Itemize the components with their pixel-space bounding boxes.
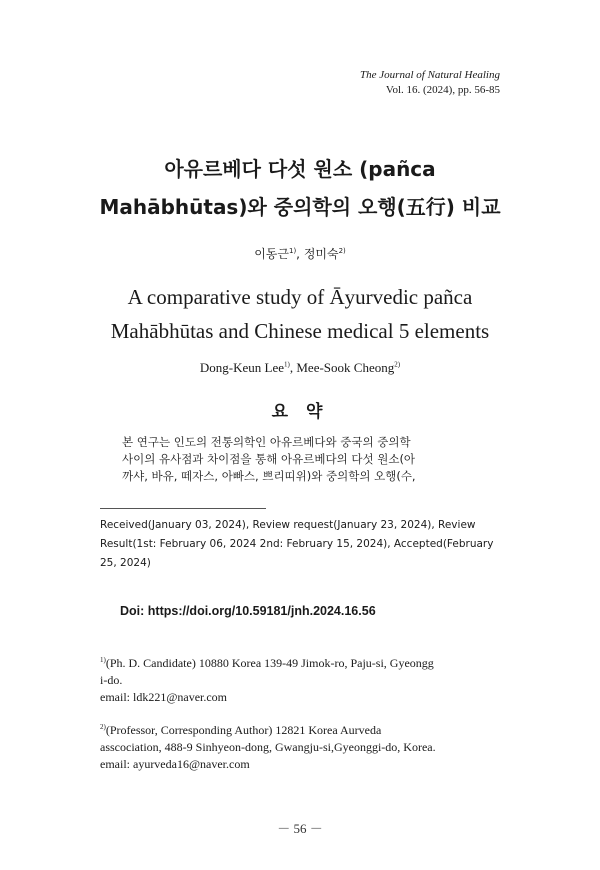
english-authors xyxy=(0,360,600,376)
korean-author-1: 이동근 xyxy=(254,247,289,261)
received-dates xyxy=(100,516,500,573)
affiliation-1 xyxy=(100,655,520,706)
footnote-divider xyxy=(100,508,266,509)
received-line: Result(1st: February 06, 2024 2nd: February 15, 2024), Accepted(February xyxy=(100,538,494,550)
english-author-1-sup: 1) xyxy=(284,360,290,369)
doi-link[interactable]: Doi: https://doi.org/10.59181/jnh.2024.16.56 xyxy=(120,604,376,618)
abstract-line: 본 연구는 인도의 전통의학인 아유르베다와 중국의 중의학 xyxy=(122,435,411,449)
affiliation-line xyxy=(100,655,520,672)
affiliation-line xyxy=(100,722,520,739)
received-line: Received(January 03, 2024), Review request(January 23, 2024), Review xyxy=(100,519,476,531)
english-author-2: Mee-Sook Cheong xyxy=(296,360,395,375)
journal-name: The Journal of Natural Healing xyxy=(360,69,500,81)
affiliation-1-sup: 1) xyxy=(100,656,106,664)
korean-author-2-sup: 2) xyxy=(338,247,346,255)
affiliation-1-line-2: i-do. xyxy=(100,673,123,687)
english-author-2-sup: 2) xyxy=(394,360,401,369)
abstract-text xyxy=(122,434,482,485)
affiliation-2-text: (Professor, Corresponding Author) 12821 Korea Aurveda xyxy=(105,723,382,737)
english-title xyxy=(0,280,600,348)
affiliation-2 xyxy=(100,722,520,773)
english-author-1: Dong-Keun Lee xyxy=(199,360,285,375)
page-number: － 56 － xyxy=(277,821,323,836)
korean-title-line-1: 아유르베다 다섯 원소 (pañca xyxy=(164,157,436,181)
affiliation-2-sup: 2) xyxy=(100,723,106,731)
journal-header xyxy=(360,68,500,98)
korean-title-line-2: Mahābhūtas)와 중의학의 오행(五行) 비교 xyxy=(99,195,501,219)
abstract-heading: 요 약 xyxy=(271,402,329,422)
affiliation-1-text: (Ph. D. Candidate) 10880 Korea 139-49 Jimok-ro, Paju-si, Gyeongg xyxy=(105,656,434,670)
korean-author-separator: , xyxy=(296,247,304,261)
english-title-line-1: A comparative study of Āyurvedic pañca xyxy=(127,285,473,309)
korean-title xyxy=(0,150,600,226)
korean-authors xyxy=(0,245,600,262)
english-title-line-2: Mahābhūtas and Chinese medical 5 elements xyxy=(110,319,490,343)
journal-volume: Vol. 16. (2024), pp. 56-85 xyxy=(385,84,500,96)
affiliation-2-line-2: asscociation, 488-9 Sinhyeon-dong, Gwangju-si,Gyeonggi-do, Korea. xyxy=(100,740,436,754)
abstract-line: 까샤, 바유, 떼자스, 아빠스, 쁘리띠위)와 중의학의 오행(수, xyxy=(122,469,416,483)
affiliation-2-email[interactable]: email: ayurveda16@naver.com xyxy=(100,757,250,771)
korean-author-1-sup: 1) xyxy=(288,247,297,255)
korean-author-2: 정미숙 xyxy=(303,247,339,261)
received-line: 25, 2024) xyxy=(100,557,151,569)
english-author-separator: , xyxy=(289,360,297,375)
affiliation-1-email[interactable]: email: ldk221@naver.com xyxy=(100,690,228,704)
abstract-line: 사이의 유사점과 차이점을 통해 아유르베다의 다섯 원소(아 xyxy=(122,452,416,466)
